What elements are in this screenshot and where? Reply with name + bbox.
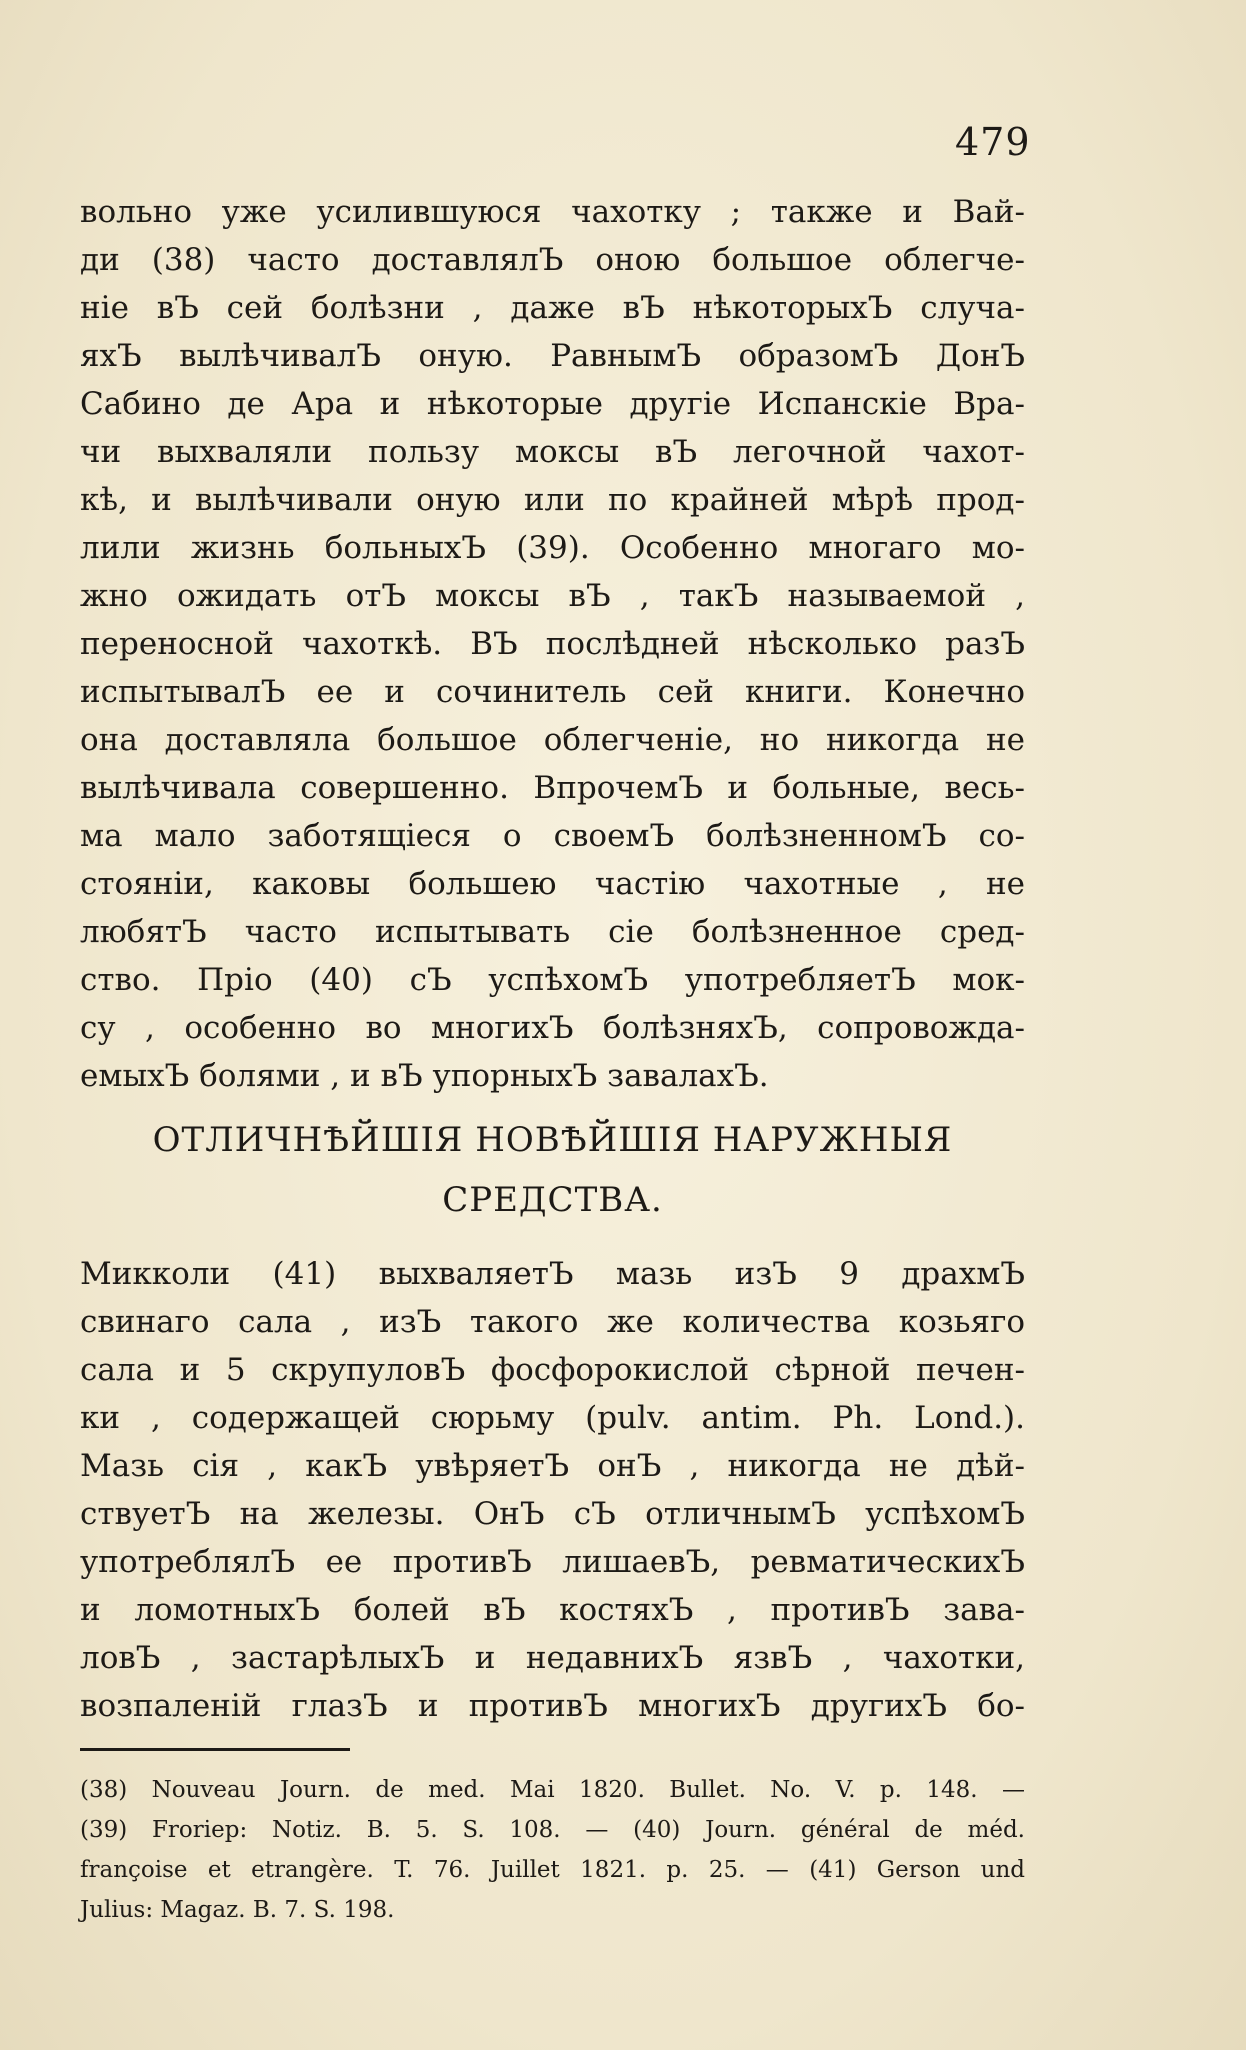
text-line: Микколи (41) выхваляетЪ мазь изЪ 9 драхмЪ bbox=[80, 1256, 1025, 1292]
text-line: любятЪ часто испытывать сіе болѣзненное сред- bbox=[80, 914, 1025, 950]
text-line: яхЪ вылѣчивалЪ оную. РавнымЪ образомЪ ДонЪ bbox=[80, 338, 1025, 374]
text-line: ловЪ , застарѣлыхЪ и недавнихЪ язвЪ , чахотки, bbox=[80, 1640, 1025, 1676]
text-line: ма мало заботящіеся о своемЪ болѣзненномЪ со- bbox=[80, 818, 1025, 854]
text-line: стояніи, каковы большею частію чахотные , не bbox=[80, 866, 1025, 902]
text-line: ди (38) часто доставлялЪ оною большое облегче- bbox=[80, 242, 1025, 278]
text-line: ствуетЪ на железы. ОнЪ сЪ отличнымЪ успѣхомЪ bbox=[80, 1496, 1025, 1532]
text-line: сала и 5 скрупуловЪ фосфорокислой сѣрной печен- bbox=[80, 1352, 1025, 1388]
footnote-line: (38) Nouveau Journ. de med. Mai 1820. Bullet. No. V. p. 148. — bbox=[80, 1777, 1025, 1803]
text-line: емыхЪ болями , и вЪ упорныхЪ завалахЪ. bbox=[80, 1058, 769, 1094]
page-number: 479 bbox=[955, 120, 1031, 164]
heading-line: ОТЛИЧНѢЙШІЯ НОВѢЙШІЯ НАРУЖНЫЯ bbox=[152, 1120, 953, 1160]
text-line: употреблялЪ ее противЪ лишаевЪ, ревматическихЪ bbox=[80, 1544, 1025, 1580]
paragraph-1 bbox=[80, 188, 1025, 1100]
text-line: испытывалЪ ее и сочинитель сей книги. Конечно bbox=[80, 674, 1025, 710]
text-line: ніе вЪ сей болѣзни , даже вЪ нѣкоторыхЪ случа- bbox=[80, 290, 1025, 326]
footnote-line: (39) Froriep: Notiz. B. 5. S. 108. — (40) Journ. général de méd. bbox=[80, 1817, 1025, 1843]
text-line: лили жизнь больныхЪ (39). Особенно многаго мо- bbox=[80, 530, 1025, 566]
section-heading bbox=[80, 1110, 1025, 1230]
text-line: ство. Пріо (40) сЪ успѣхомЪ употребляетЪ мок- bbox=[80, 962, 1025, 998]
text-line: ки , содержащей сюрьму (pulv. antim. Ph. Lond.). bbox=[80, 1400, 1025, 1436]
footnotes bbox=[80, 1770, 1025, 1930]
footnote-divider bbox=[80, 1748, 350, 1751]
text-line: жно ожидать отЪ моксы вЪ , такЪ называемой , bbox=[80, 578, 1025, 614]
text-line: и ломотныхЪ болей вЪ костяхЪ , противЪ зава- bbox=[80, 1592, 1025, 1628]
text-line: су , особенно во многихЪ болѣзняхЪ, сопровожда- bbox=[80, 1010, 1025, 1046]
text-line: кѣ, и вылѣчивали оную или по крайней мѣрѣ прод- bbox=[80, 482, 1025, 518]
heading-line: СРЕДСТВА. bbox=[442, 1180, 663, 1220]
text-line: свинаго сала , изЪ такого же количества козьяго bbox=[80, 1304, 1025, 1340]
text-line: Мазь сія , какЪ увѣряетЪ онЪ , никогда не дѣй- bbox=[80, 1448, 1025, 1484]
text-line: вылѣчивала совершенно. ВпрочемЪ и больные, весь- bbox=[80, 770, 1025, 806]
text-line: вольно уже усилившуюся чахотку ; также и Вай- bbox=[80, 194, 1025, 230]
text-line: переносной чахоткѣ. ВЪ послѣдней нѣсколько разЪ bbox=[80, 626, 1025, 662]
text-line: возпаленій глазЪ и противЪ многихЪ другихЪ бо- bbox=[80, 1688, 1025, 1724]
text-line: она доставляла большое облегченіе, но никогда не bbox=[80, 722, 1025, 758]
footnote-line: Julius: Magaz. B. 7. S. 198. bbox=[80, 1897, 395, 1923]
paragraph-2 bbox=[80, 1250, 1025, 1730]
footnote-line: françoise et etrangère. T. 76. Juillet 1821. p. 25. — (41) Gerson und bbox=[80, 1857, 1025, 1883]
text-line: Сабино де Ара и нѣкоторые другіе Испанскіе Вра- bbox=[80, 386, 1025, 422]
text-line: чи выхваляли пользу моксы вЪ легочной чахот- bbox=[80, 434, 1025, 470]
